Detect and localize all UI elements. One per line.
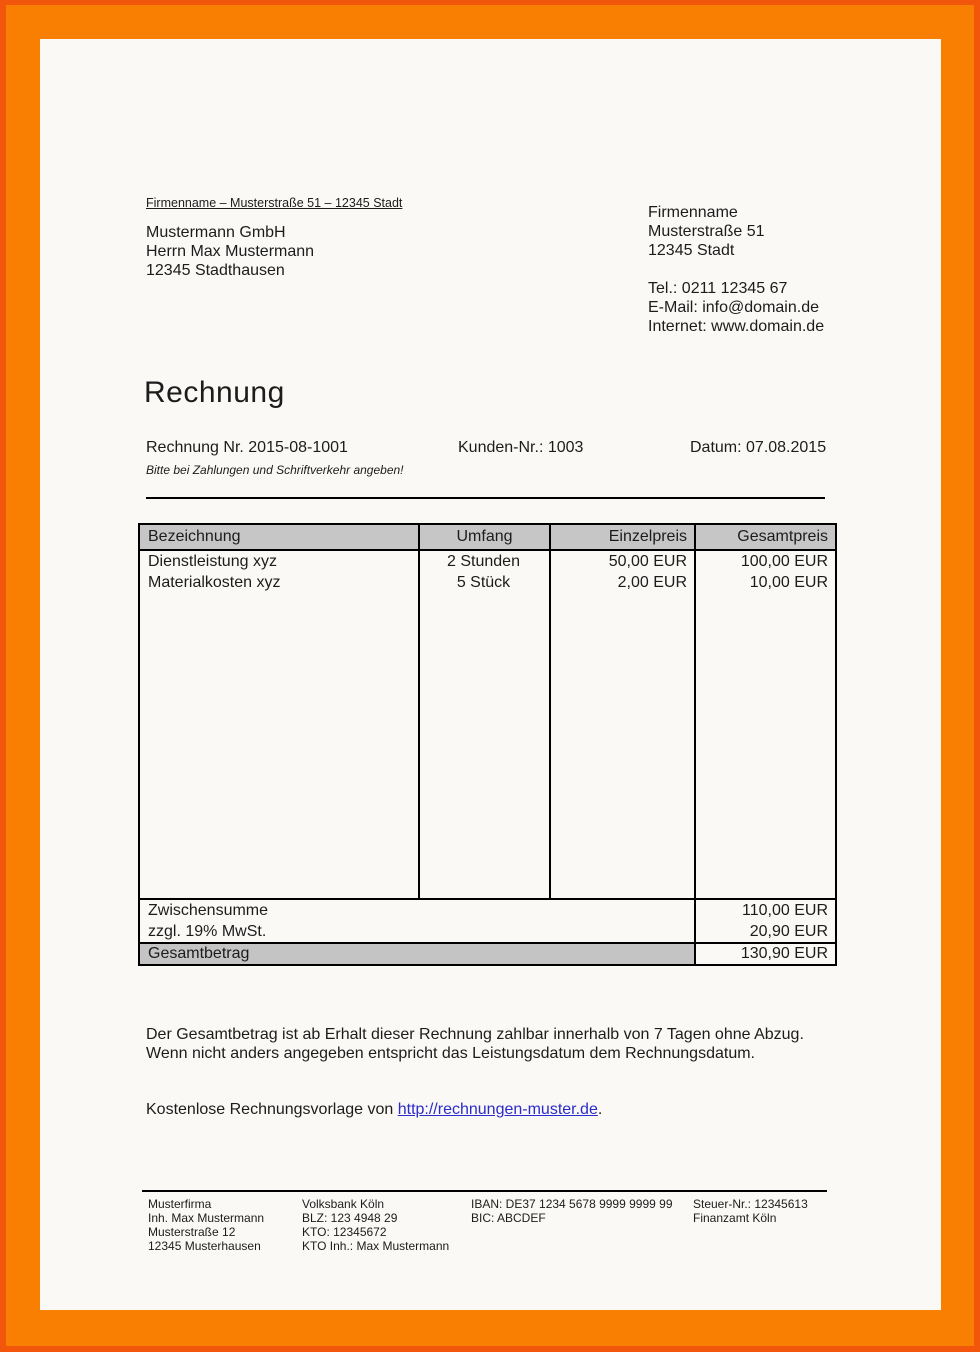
table-body: [140, 551, 835, 898]
template-source-link[interactable]: http://rechnungen-muster.de: [397, 1101, 598, 1118]
recipient-line: Herrn Max Mustermann: [146, 243, 315, 260]
item-quantity: 5 Stück: [456, 574, 511, 591]
recipient-line: 12345 Stadthausen: [146, 262, 285, 279]
recipient-line: Mustermann GmbH: [146, 224, 286, 241]
company-phone: Tel.: 0211 12345 67: [648, 280, 788, 297]
item-quantity: 2 Stunden: [447, 553, 520, 570]
company-website: Internet: www.domain.de: [648, 318, 825, 335]
footer-line: Steuer-Nr.: 12345613: [693, 1197, 808, 1211]
page-title: Rechnung: [144, 376, 285, 409]
footer-line: KTO: 12345672: [302, 1225, 387, 1239]
grand-total-label: Gesamtbetrag: [140, 944, 694, 964]
invoice-paper: [40, 39, 941, 1310]
subtotal-row: [140, 900, 835, 921]
footer-iban-block: [471, 1197, 673, 1225]
company-contact-block: [648, 279, 824, 336]
column-header-umfang: Umfang: [418, 525, 549, 549]
vat-row: [140, 921, 835, 942]
customer-number: Kunden-Nr.: 1003: [458, 439, 584, 456]
column-header-einzelpreis: Einzelpreis: [549, 525, 694, 549]
grand-total-amount: 130,90 EUR: [694, 944, 835, 964]
company-address-line: 12345 Stadt: [648, 242, 735, 259]
column-header-bezeichnung: Bezeichnung: [148, 528, 241, 545]
service-date-text: Wenn nicht anders angegeben entspricht das Leistungsdatum dem Rechnungsdatum.: [146, 1045, 755, 1062]
company-address-block: [648, 203, 764, 260]
footer-line: IBAN: DE37 1234 5678 9999 9999 99: [471, 1197, 673, 1211]
vat-label: zzgl. 19% MwSt.: [148, 923, 267, 940]
company-email: E-Mail: info@domain.de: [648, 299, 819, 316]
footer-line: Inh. Max Mustermann: [148, 1211, 265, 1225]
totals-section: [140, 898, 835, 964]
footer-line: BIC: ABCDEF: [471, 1211, 546, 1225]
item-description: Materialkosten xyz: [148, 574, 281, 591]
table-row: [140, 551, 835, 572]
invoice-number: Rechnung Nr. 2015-08-1001: [146, 439, 348, 456]
horizontal-divider: [146, 497, 825, 499]
footer-divider: [142, 1190, 827, 1192]
item-total-price: 10,00 EUR: [749, 574, 828, 591]
column-divider: [418, 551, 420, 898]
footer-line: Musterstraße 12: [148, 1225, 236, 1239]
footer-bank-block: [302, 1197, 449, 1253]
sender-return-address: Firmenname – Musterstraße 51 – 12345 Stadt: [146, 196, 403, 210]
footer-line: Finanzamt Köln: [693, 1211, 777, 1225]
item-description: Dienstleistung xyz: [148, 553, 277, 570]
footer-line: Musterfirma: [148, 1197, 212, 1211]
table-header-row: [140, 525, 835, 551]
payment-terms-text: Der Gesamtbetrag ist ab Erhalt dieser Rechnung zahlbar innerhalb von 7 Tagen ohne Abzug.: [146, 1026, 804, 1043]
table-row: [140, 572, 835, 593]
recipient-address-block: [146, 223, 314, 280]
vat-amount: 20,90 EUR: [694, 921, 835, 942]
invoice-date: Datum: 07.08.2015: [690, 439, 827, 456]
footer-line: BLZ: 123 4948 29: [302, 1211, 398, 1225]
column-divider: [694, 551, 696, 898]
company-address-line: Musterstraße 51: [648, 223, 765, 240]
footer-line: KTO Inh.: Max Mustermann: [302, 1239, 450, 1253]
item-unit-price: 2,00 EUR: [617, 574, 687, 591]
invoice-items-table: [138, 523, 837, 966]
template-source-line: [146, 1101, 602, 1119]
source-prefix-text: Kostenlose Rechnungsvorlage von: [146, 1101, 398, 1118]
footer-line: Volksbank Köln: [302, 1197, 385, 1211]
item-total-price: 100,00 EUR: [740, 553, 828, 570]
footer-tax-block: [693, 1197, 808, 1225]
company-address-line: Firmenname: [648, 204, 738, 221]
column-divider: [549, 551, 551, 898]
terms-paragraph: [146, 1025, 818, 1063]
subtotal-label: Zwischensumme: [148, 902, 269, 919]
item-unit-price: 50,00 EUR: [608, 553, 687, 570]
column-header-gesamtpreis: Gesamtpreis: [694, 525, 835, 549]
grand-total-row: [140, 942, 835, 964]
footer-company-block: [148, 1197, 264, 1253]
source-suffix-text: .: [597, 1101, 603, 1118]
payment-reference-note: Bitte bei Zahlungen und Schriftverkehr angeben!: [146, 463, 404, 477]
subtotal-amount: 110,00 EUR: [694, 900, 835, 921]
footer-line: 12345 Musterhausen: [148, 1239, 261, 1253]
